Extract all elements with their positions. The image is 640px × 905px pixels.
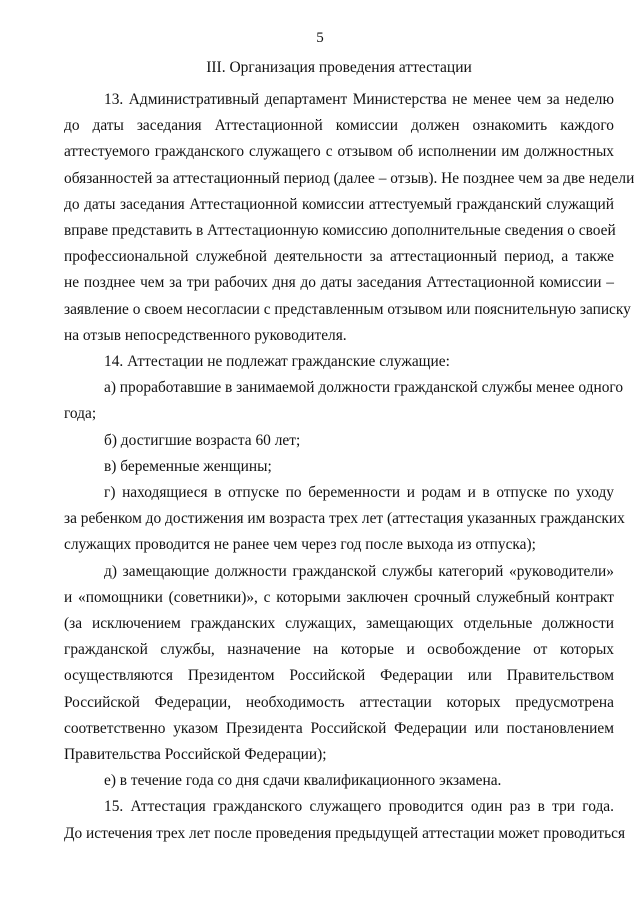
text-line: до даты заседания Аттестационной комиссии должен ознакомить каждого: [64, 117, 614, 135]
body-text: [64, 87, 635, 847]
section-title: III. Организация проведения аттестации: [206, 59, 472, 76]
text-line: не позднее чем за три рабочих дня до даты заседания Аттестационной комиссии –: [64, 274, 614, 292]
text-line: заявление о своем несогласии с представленным отзывом или пояснительную записку: [64, 300, 631, 318]
text-line: 13. Административный департамент Министерства не менее чем за неделю: [104, 91, 614, 108]
text-line: (за исключением гражданских служащих, замещающих отдельные должности: [64, 615, 614, 633]
text-line: года;: [64, 405, 97, 423]
text-line: 15. Аттестация гражданского служащего проводится один раз в три года.: [104, 798, 614, 816]
text-line: Российской Федерации, необходимость аттестации которых предусмотрена: [64, 693, 614, 711]
paragraph-15: [64, 794, 626, 846]
paragraph-14d: [64, 480, 625, 559]
text-line: б) достигшие возраста 60 лет;: [104, 431, 301, 449]
text-line: профессиональной служебной деятельности за аттестационный период, а также: [64, 248, 614, 266]
text-line: вправе представить в Аттестационную комиссию дополнительные сведения о своей: [64, 222, 616, 240]
paragraph-14e: [64, 559, 614, 769]
paragraph-14c: [64, 454, 614, 480]
text-line: е) в течение года со дня сдачи квалификационного экзамена.: [104, 772, 502, 790]
text-line: соответственно указом Президента Российской Федерации или постановлением: [64, 719, 614, 737]
text-line: а) проработавшие в занимаемой должности гражданской службы менее одного: [104, 379, 624, 397]
text-line: гражданской службы, назначение на которые и освобождение от которых: [64, 641, 614, 659]
text-line: служащих проводится не ранее чем через год после выхода из отпуска);: [64, 536, 536, 554]
text-line: г) находящиеся в отпуске по беременности и родам и в отпуске по уходу: [104, 484, 614, 502]
text-line: и «помощники (советники)», с которыми заключен срочный служебный контракт: [64, 588, 614, 606]
text-line: до даты заседания Аттестационной комиссии аттестуемый гражданский служащий: [64, 195, 614, 213]
text-line: на отзыв непосредственного руководителя.: [64, 326, 347, 344]
paragraph-14a: [64, 375, 624, 427]
text-line: Правительства Российской Федерации);: [64, 746, 327, 764]
text-line: аттестуемого гражданского служащего с отзывом об исполнении им должностных: [64, 143, 614, 161]
paragraph-13: [64, 87, 635, 349]
paragraph-14f: [64, 768, 614, 794]
text-line: обязанностей за аттестационный период (далее – отзыв). Не позднее чем за две недели: [64, 169, 635, 187]
text-line: осуществляются Президентом Российской Федерации или Правительством: [64, 667, 614, 685]
paragraph-14b: [64, 428, 614, 454]
text-line: До истечения трех лет после проведения предыдущей аттестации может проводиться: [64, 824, 626, 842]
text-line: 14. Аттестации не подлежат гражданские служащие:: [104, 353, 450, 371]
text-line: в) беременные женщины;: [104, 457, 272, 475]
paragraph-14: [64, 349, 614, 375]
text-line: за ребенком до достижения им возраста трех лет (аттестация указанных гражданских: [64, 510, 625, 528]
page-number: 5: [316, 30, 324, 46]
text-line: д) замещающие должности гражданской службы категорий «руководители»: [104, 562, 614, 580]
